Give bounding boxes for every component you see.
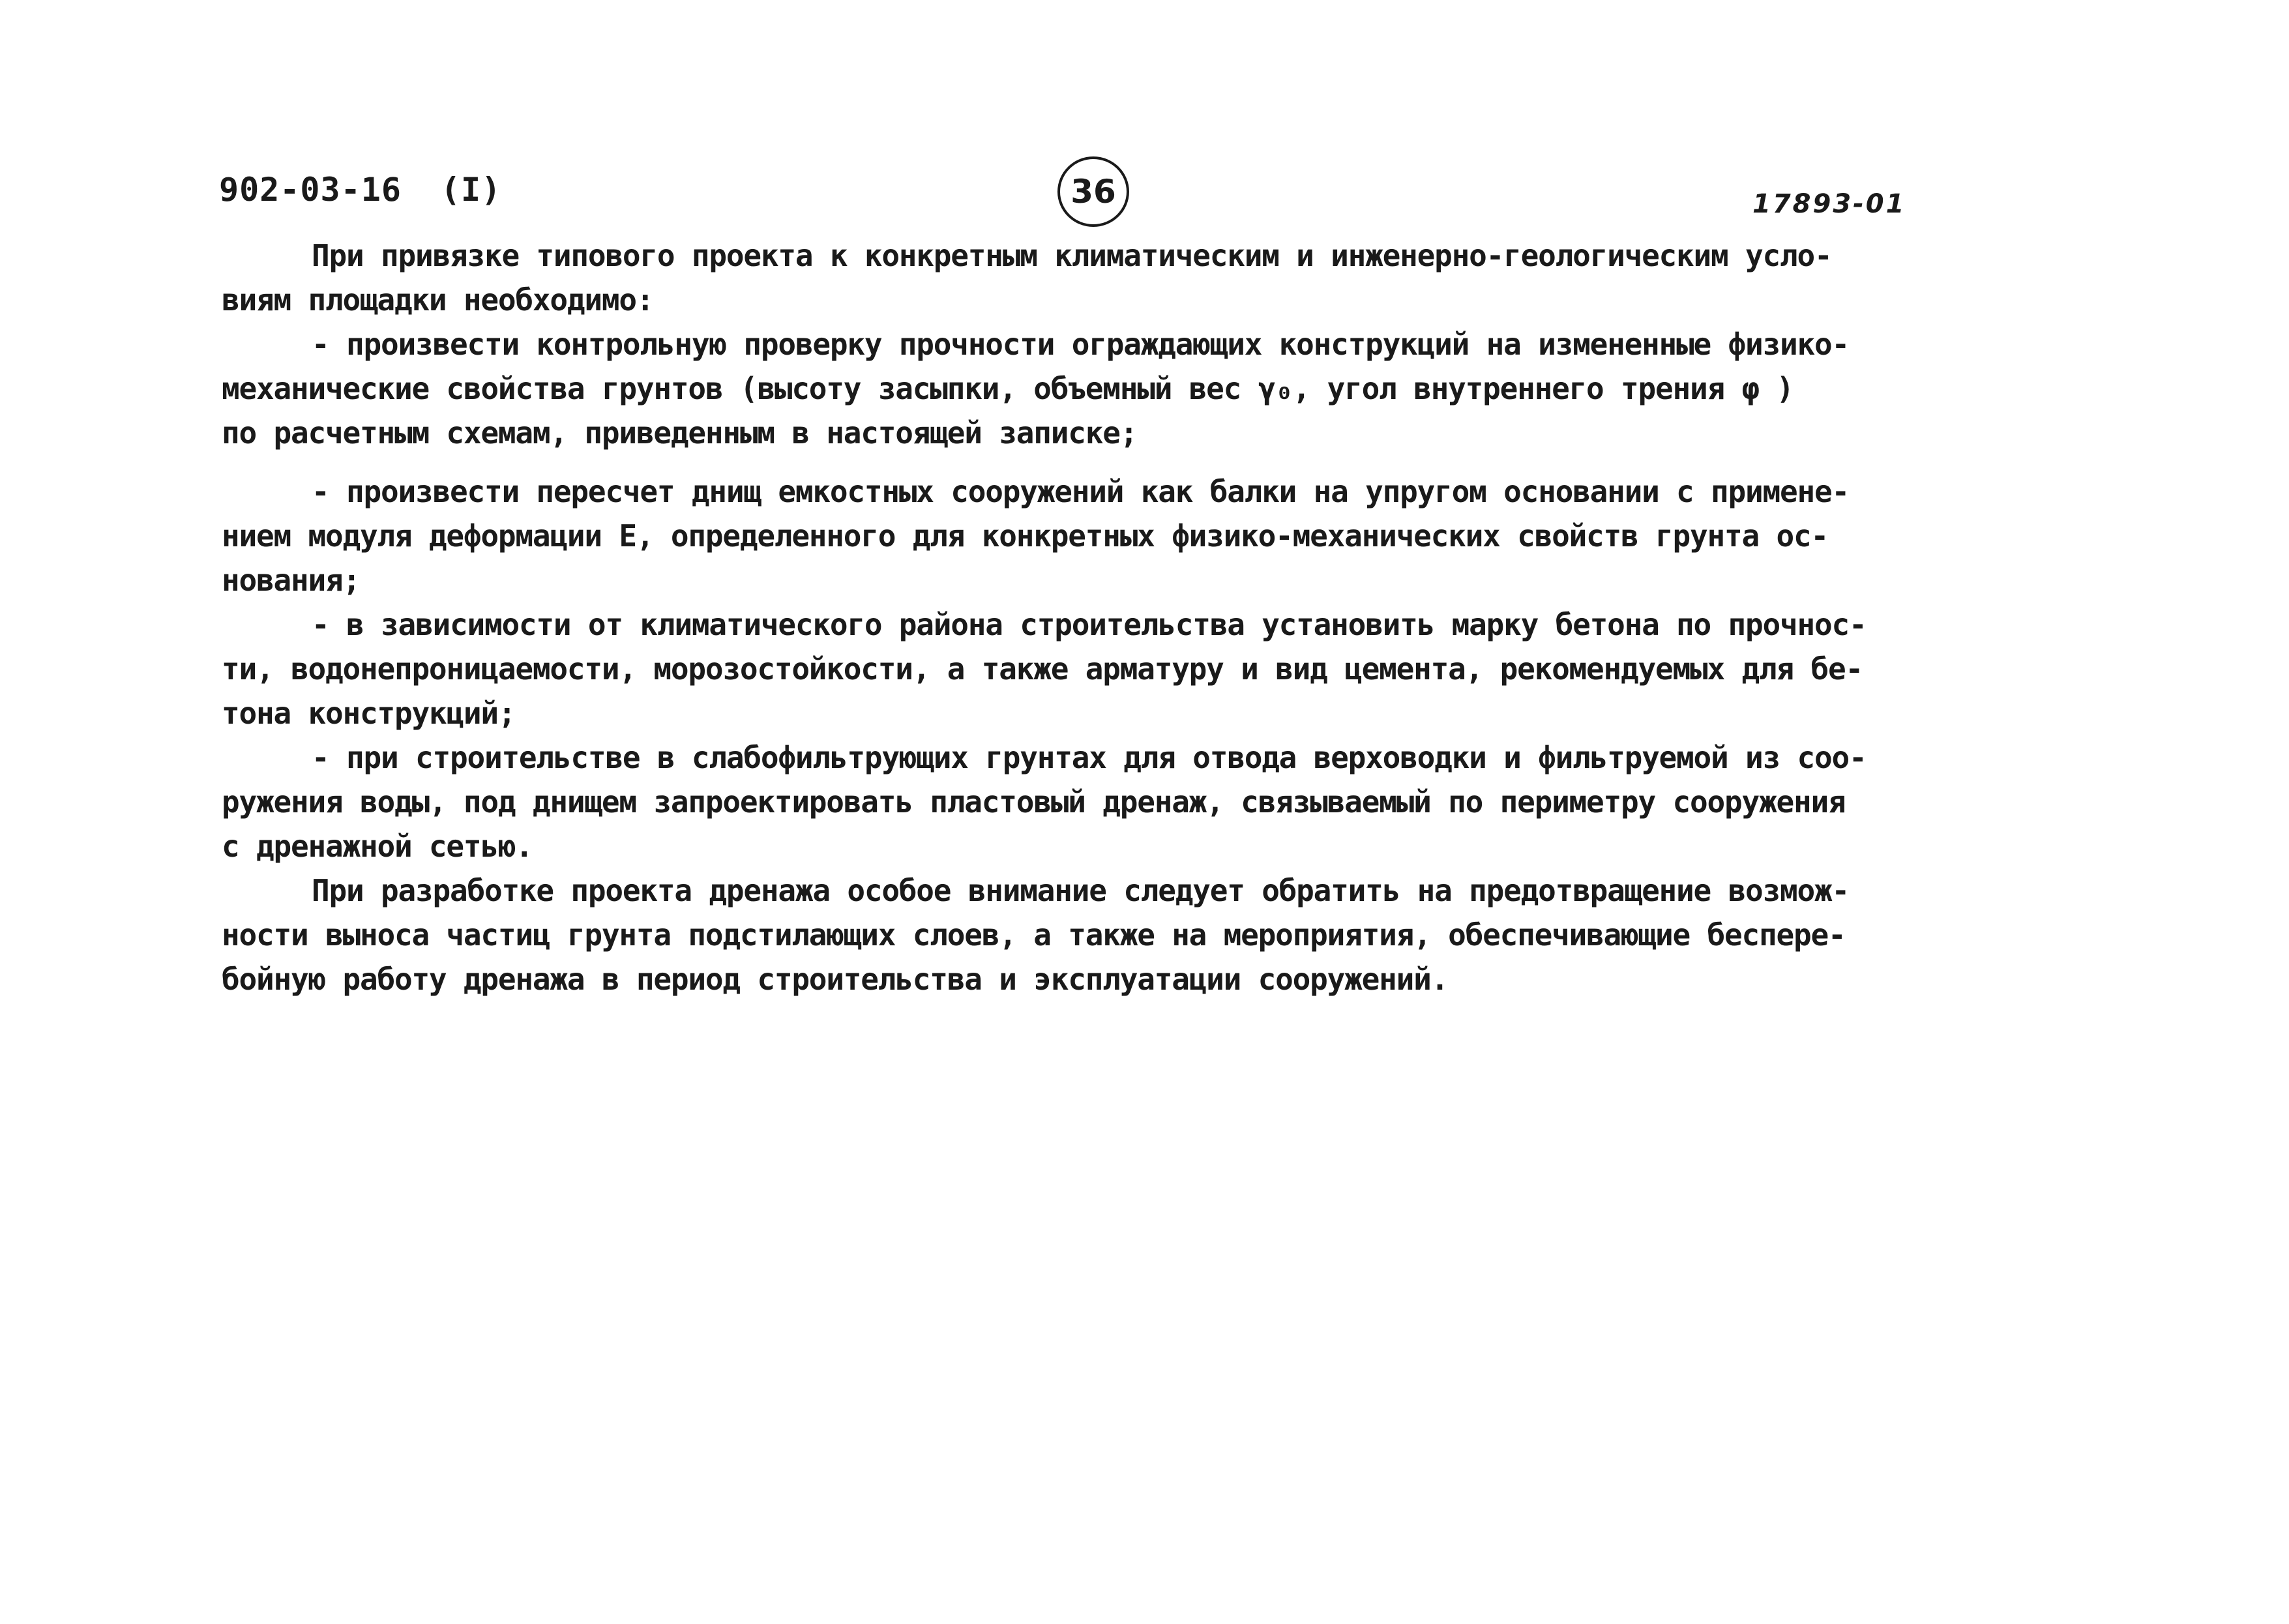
paragraph-line: ности выноса частиц грунта подстилающих слоев, а также на мероприятия, обеспечивающие беспере- bbox=[222, 917, 1846, 952]
page-number-circle bbox=[1057, 156, 1129, 227]
list-item-line: - при строительстве в слабофильтрующих грунтах для отвода верховодки и фильтруемой из соо- bbox=[312, 740, 1867, 775]
paragraph-line: бойную работу дренажа в период строительства и эксплуатации сооружений. bbox=[222, 962, 1449, 997]
paragraph-line: При разработке проекта дренажа особое внимание следует обратить на предотвращение возмож- bbox=[312, 873, 1849, 908]
inventory-stamp: 17893-01 bbox=[1752, 189, 1906, 219]
list-item-line: ти, водонепроницаемости, морозостойкости, а также арматуру и вид цемента, рекомендуемых для бе- bbox=[222, 651, 1863, 687]
list-item-line: с дренажной сетью. bbox=[222, 829, 533, 864]
body-text bbox=[222, 233, 1956, 1001]
list-item-line: по расчетным схемам, приведенным в настоящей записке; bbox=[222, 415, 1138, 450]
list-item-line: тона конструкций; bbox=[222, 696, 516, 731]
paragraph-line: виям площадки необходимо: bbox=[222, 282, 654, 317]
document-code: 902-03-16 bbox=[219, 171, 402, 209]
document-header bbox=[219, 171, 501, 209]
list-item-line: ружения воды, под днищем запроектировать пластовый дренаж, связываемый по периметру сооружения bbox=[222, 784, 1846, 819]
issue-number: (I) bbox=[440, 171, 502, 209]
list-item-line: механические свойства грунтов (высоту засыпки, объемный вес γ₀, угол внутреннего трения φ ) bbox=[222, 371, 1794, 406]
page-number: 36 bbox=[1071, 173, 1116, 211]
list-item-line: - в зависимости от климатического района строительства установить марку бетона по прочнос- bbox=[312, 607, 1867, 642]
list-item-line: нием модуля деформации E, определенного для конкретных физико-механических свойств грунта ос- bbox=[222, 518, 1828, 554]
list-item-line: нования; bbox=[222, 563, 360, 598]
paragraph-line: При привязке типового проекта к конкретным климатическим и инженерно-геологическим усло- bbox=[312, 238, 1832, 273]
list-item-line: - произвести пересчет днищ емкостных сооружений как балки на упругом основании с примене- bbox=[312, 474, 1849, 509]
list-item-line: - произвести контрольную проверку прочности ограждающих конструкций на измененные физико- bbox=[312, 327, 1849, 362]
